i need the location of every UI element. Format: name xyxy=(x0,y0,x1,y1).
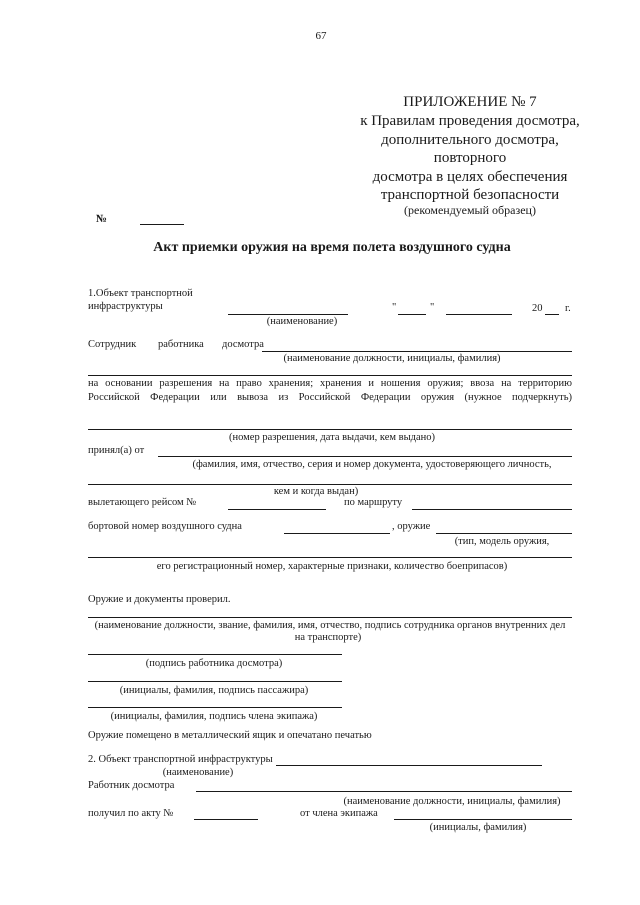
object2-field xyxy=(276,765,542,766)
received-label: получил по акту № xyxy=(88,808,174,819)
sealed-label: Оружие помещено в металлический ящик и опечатано печатью xyxy=(88,730,372,741)
position-hint: (наименование должности, инициалы, фамилия) xyxy=(283,353,501,364)
appendix-line: дополнительного досмотра, xyxy=(381,132,559,148)
year-suffix: г. xyxy=(565,303,571,314)
page-number: 67 xyxy=(315,30,327,42)
permit-hint: (номер разрешения, дата выдачи, кем выдано) xyxy=(228,432,436,443)
issued-hint: кем и когда выдан) xyxy=(273,486,359,497)
person-field-2 xyxy=(88,484,572,485)
flight-label: вылетающего рейсом № xyxy=(88,497,197,508)
name-hint: (наименование) xyxy=(266,316,338,327)
inspector2-field xyxy=(196,791,572,792)
quote-close: " xyxy=(430,302,435,313)
route-label: по маршруту xyxy=(344,497,403,508)
day-field xyxy=(398,314,426,315)
flight-number-field xyxy=(228,509,326,510)
person-field xyxy=(158,456,572,457)
initials-hint: (инициалы, фамилия) xyxy=(429,822,527,833)
object2-name-hint: (наименование) xyxy=(162,767,234,778)
appendix-line: к Правилам проведения досмотра, xyxy=(360,113,580,129)
doc-number-label: № xyxy=(96,213,108,225)
appendix-line: транспортной безопасности xyxy=(380,187,560,203)
checked-label: Оружие и документы проверил. xyxy=(88,594,231,605)
appendix-line: досмотра в целях обеспечения xyxy=(372,169,568,185)
inspector2-label: Работник досмотра xyxy=(88,780,175,791)
doc-number-field xyxy=(140,224,184,225)
year-field xyxy=(545,314,559,315)
appendix-line: повторного xyxy=(433,150,507,166)
weapon-field-2 xyxy=(88,557,572,558)
received-act-field xyxy=(194,819,258,820)
object-label: 1.Объект транспортной xyxy=(88,288,193,299)
employee-label: работника xyxy=(158,339,204,350)
weapon-field xyxy=(436,533,572,534)
crew-sign-field xyxy=(88,707,342,708)
year-prefix: 20 xyxy=(532,303,543,314)
inspector-sign-hint: (подпись работника досмотра) xyxy=(145,658,283,669)
object-label: инфраструктуры xyxy=(88,301,163,312)
board-number-label: бортовой номер воздушного судна xyxy=(88,521,242,532)
object2-label: 2. Объект транспортной инфраструктуры xyxy=(88,754,273,765)
passenger-sign-hint: (инициалы, фамилия, подпись пассажира) xyxy=(119,685,309,696)
inspector2-hint: (наименование должности, инициалы, фамилия) xyxy=(343,796,561,807)
officer-hint: на транспорте) xyxy=(294,632,362,643)
employee-field-2 xyxy=(88,375,572,376)
employee-label: досмотра xyxy=(222,339,264,350)
person-hint: (фамилия, имя, отчество, серия и номер документа, удостоверяющего личность, xyxy=(192,459,552,470)
quote-open: " xyxy=(392,302,397,313)
month-field xyxy=(446,314,512,315)
officer-hint: (наименование должности, звание, фамилия, имя, отчество, подпись сотрудника органов внутренних дел xyxy=(94,620,566,631)
appendix-title: ПРИЛОЖЕНИЕ № 7 xyxy=(403,94,537,110)
weapon-label: , оружие xyxy=(392,521,431,532)
basis-text: Российской Федерации или вывоза из Российской Федерации оружия (нужное подчеркнуть) xyxy=(88,392,572,403)
officer-field xyxy=(88,617,572,618)
accepted-from-label: принял(а) от xyxy=(88,445,145,456)
inspector-sign-field xyxy=(88,654,342,655)
weapon-type-hint: (тип, модель оружия, xyxy=(454,536,550,547)
board-number-field xyxy=(284,533,390,534)
act-title: Акт приемки оружия на время полета воздушного судна xyxy=(153,240,511,255)
crew-member-field xyxy=(394,819,572,820)
crew-sign-hint: (инициалы, фамилия, подпись члена экипажа) xyxy=(110,711,318,722)
passenger-sign-field xyxy=(88,681,342,682)
basis-text: на основании разрешения на право хранения; хранения и ношения оружия; ввоза на территорию xyxy=(88,378,572,389)
permit-field xyxy=(88,429,572,430)
employee-field xyxy=(262,351,572,352)
employee-label: Сотрудник xyxy=(88,339,137,350)
from-crew-label: от члена экипажа xyxy=(300,808,378,819)
appendix-note: (рекомендуемый образец) xyxy=(404,203,536,217)
weapon-reg-hint: его регистрационный номер, характерные признаки, количество боеприпасов) xyxy=(156,561,508,572)
object-name-field xyxy=(228,314,348,315)
route-field xyxy=(412,509,572,510)
